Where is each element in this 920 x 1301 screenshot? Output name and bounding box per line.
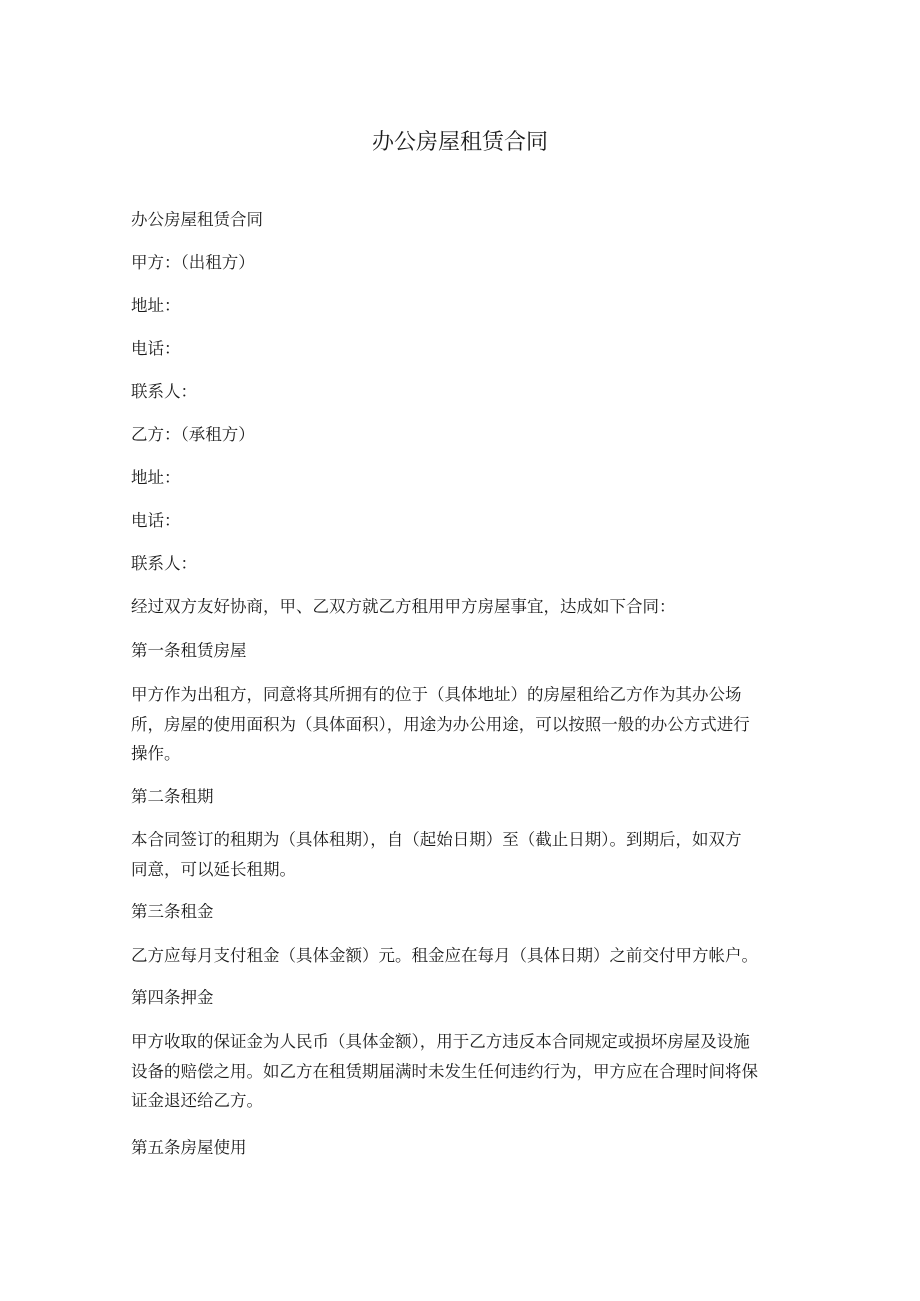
article-1-line-1: 甲方作为出租方，同意将其所拥有的位于（具体地址）的房屋租给乙方作为其办公场 (131, 685, 742, 704)
article-1-heading: 第一条租赁房屋 (131, 641, 247, 660)
article-4-line-3: 证金退还给乙方。 (131, 1091, 263, 1110)
party-a-address: 地址： (131, 296, 181, 315)
article-3-heading: 第三条租金 (131, 902, 214, 921)
article-4-heading: 第四条押金 (131, 988, 214, 1007)
document-subtitle: 办公房屋租赁合同 (131, 210, 263, 229)
article-2-heading: 第二条租期 (131, 787, 214, 806)
party-b-address: 地址： (131, 468, 181, 487)
party-a-label: 甲方：（出租方） (131, 253, 255, 272)
article-4-body (131, 1027, 791, 1116)
party-b-label: 乙方：（承租方） (131, 425, 255, 444)
document-title: 办公房屋租赁合同 (371, 130, 548, 155)
article-4-line-2: 设备的赔偿之用。如乙方在租赁期届满时未发生任何违约行为，甲方应在合理时间将保 (131, 1061, 758, 1081)
intro-paragraph: 经过双方友好协商，甲、乙双方就乙方租用甲方房屋事宜，达成如下合同： (131, 597, 676, 616)
article-2-line-1: 本合同签订的租期为（具体租期），自（起始日期）至（截止日期）。到期后，如双方 (131, 830, 742, 849)
article-1-body (131, 680, 791, 769)
party-a-contact: 联系人： (131, 382, 197, 401)
party-b-contact: 联系人： (131, 554, 197, 573)
article-1-line-2: 所，房屋的使用面积为（具体面积），用途为办公用途，可以按照一般的办公方式进行 (131, 714, 750, 734)
article-5-heading: 第五条房屋使用 (131, 1138, 247, 1157)
party-b-phone: 电话： (131, 511, 181, 530)
article-3-body (131, 941, 791, 971)
party-a-phone: 电话： (131, 339, 181, 358)
article-1-line-3: 操作。 (131, 744, 181, 763)
article-3-line-1: 乙方应每月支付租金（具体金额）元。租金应在每月（具体日期）之前交付甲方帐户。 (131, 946, 758, 965)
article-2-body (131, 825, 791, 884)
article-4-line-1: 甲方收取的保证金为人民币（具体金额），用于乙方违反本合同规定或损坏房屋及设施 (131, 1032, 750, 1051)
article-2-line-2: 同意，可以延长租期。 (131, 859, 296, 879)
